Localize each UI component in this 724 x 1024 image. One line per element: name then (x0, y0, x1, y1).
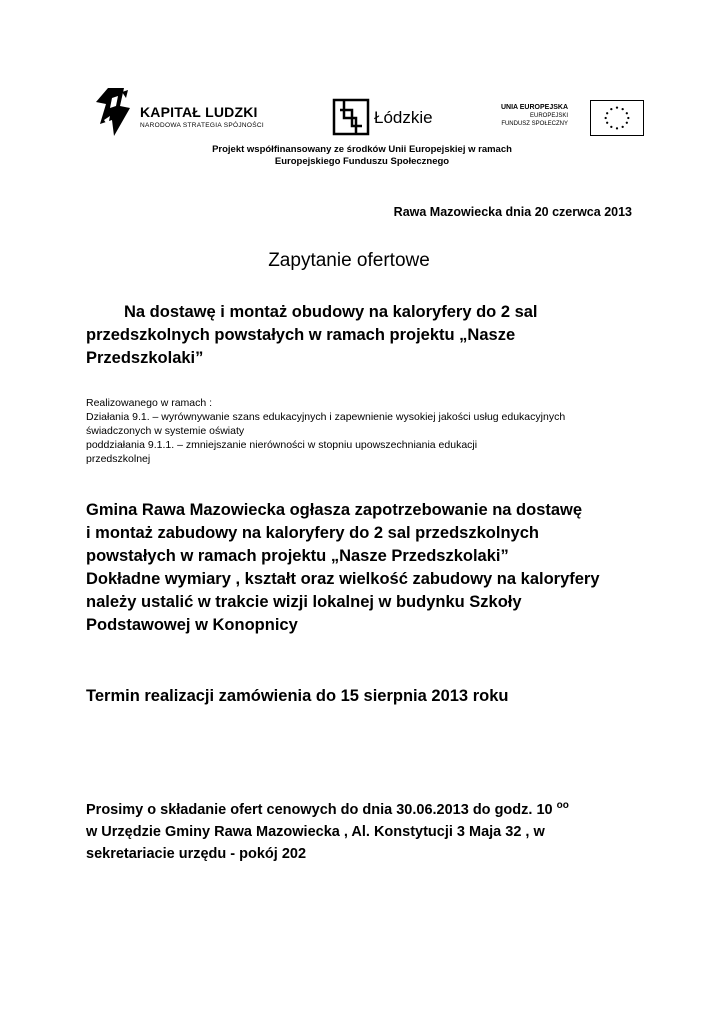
announcement-line: należy ustalić w trakcie wizji lokalnej w budynku Szkoły (86, 593, 522, 611)
kapital-ludzki-subtitle: NARODOWA STRATEGIA SPÓJNOŚCI (140, 122, 264, 129)
realized-line: przedszkolnej (86, 453, 151, 465)
funding-line1: Projekt współfinansowany ze środków Unii Europejskiej w ramach (212, 144, 512, 155)
announcement-line: powstałych w ramach projektu „Nasze Przedszkolaki” (86, 547, 509, 565)
eu-logo (500, 100, 646, 138)
kapital-ludzki-title: KAPITAŁ LUDZKI (140, 104, 258, 120)
eu-flag-icon (590, 100, 644, 136)
realized-line: poddziałania 9.1.1. – zmniejszanie nierówności w stopniu upowszechniania edukacji (86, 439, 478, 451)
document-date: Rawa Mazowiecka dnia 20 czerwca 2013 (393, 205, 632, 219)
offers-line (86, 795, 569, 821)
deadline-line: Termin realizacji zamówienia do 15 sierpnia 2013 roku (86, 687, 509, 705)
offers-hour-superscript: oo (556, 800, 569, 811)
kapital-ludzki-emblem-icon (94, 86, 134, 138)
lodzkie-name: Łódzkie (374, 108, 433, 127)
funding-line2: Europejskiego Funduszu Społecznego (274, 156, 450, 167)
announcement-line: i montaż zabudowy na kaloryfery do 2 sal przedszkolnych (86, 524, 539, 542)
subject-line: przedszkolnych powstałych w ramach projektu „Nasze (86, 326, 516, 344)
offers-line: w Urzędzie Gminy Rawa Mazowiecka , Al. Konstytucji 3 Maja 32 , w (86, 824, 545, 840)
realized-line: świadczonych w systemie oświaty (86, 425, 245, 437)
subject-line: Przedszkolaki” (86, 349, 204, 367)
announcement-line: Gmina Rawa Mazowiecka ogłasza zapotrzebowanie na dostawę (86, 501, 583, 519)
announcement-paragraph (86, 499, 600, 637)
eu-line3: FUNDUSZ SPOŁECZNY (501, 121, 568, 127)
announcement-line: Dokładne wymiary , kształt oraz wielkość zabudowy na kaloryfery (86, 570, 600, 588)
lodzkie-logo (332, 98, 452, 138)
realized-line: Realizowanego w ramach : (86, 397, 213, 409)
subject-paragraph (86, 301, 538, 370)
subject-line: Na dostawę i montaż obudowy na kaloryfery do 2 sal (124, 303, 538, 321)
funding-note (0, 144, 724, 168)
kapital-ludzki-logo (90, 86, 290, 138)
eu-line2: EUROPEJSKI (529, 113, 568, 119)
document-title: Zapytanie ofertowe (268, 250, 430, 271)
realized-paragraph (86, 396, 565, 466)
offers-line1-text: Prosimy o składanie ofert cenowych do dnia 30.06.2013 do godz. 10 (86, 802, 553, 818)
lodzkie-emblem-icon (332, 98, 372, 136)
eu-line1: UNIA EUROPEJSKA (500, 104, 568, 111)
announcement-line: Podstawowej w Konopnicy (86, 616, 298, 634)
offers-line: sekretariacie urzędu - pokój 202 (86, 846, 307, 862)
realized-line: Działania 9.1. – wyrównywanie szans edukacyjnych i zapewnienie wysokiej jakości usług edukacyjnych (86, 411, 566, 423)
offers-paragraph (86, 795, 569, 865)
